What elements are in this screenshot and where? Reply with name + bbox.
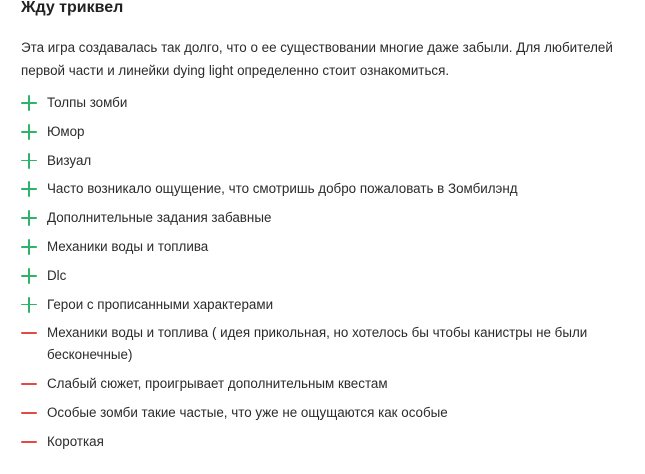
minus-icon	[21, 402, 47, 424]
pro-item	[21, 236, 631, 258]
pro-text: Толпы зомби	[47, 95, 128, 110]
con-item	[21, 402, 631, 424]
pro-text: Герои с прописанными характерами	[47, 296, 274, 312]
pro-text: Часто возникало ощущение, что смотришь добро пожаловать в Зомбилэнд	[47, 181, 518, 197]
pro-text: Дополнительные задания забавные	[47, 210, 272, 226]
minus-icon	[21, 322, 47, 344]
pro-text: Механики воды и топлива	[47, 238, 209, 254]
plus-icon	[21, 265, 47, 287]
con-text: Короткая	[47, 433, 104, 449]
plus-icon	[21, 178, 47, 200]
minus-icon	[21, 431, 47, 453]
con-text: Слабый сюжет, проигрывает дополнительным квестам	[47, 376, 388, 392]
con-item	[21, 322, 631, 366]
con-text: Особые зомби такие частые, что уже не ощущаются как особые	[47, 404, 448, 420]
review-body: Эта игра создавалась так долго, что о ее существовании многие даже забыли. Для любителей первой части и линейки dying light определенно стоит ознакомиться.	[21, 40, 613, 78]
pro-text: Dlc	[47, 267, 67, 283]
plus-icon	[21, 294, 47, 316]
plus-icon	[21, 236, 47, 258]
pro-item	[21, 207, 631, 229]
pro-text: Юмор	[47, 123, 85, 139]
plus-icon	[21, 121, 47, 143]
pro-item	[21, 294, 631, 316]
con-text: Механики воды и топлива ( идея прикольная, но хотелось бы чтобы канистры не были бесконечные)	[47, 325, 588, 363]
plus-icon	[21, 150, 47, 172]
minus-icon	[21, 373, 47, 395]
pro-item	[21, 121, 631, 143]
pro-item	[21, 92, 631, 114]
pro-item	[21, 265, 631, 287]
pro-item	[21, 150, 631, 172]
plus-icon	[21, 92, 47, 114]
pro-text: Визуал	[47, 152, 92, 168]
con-item	[21, 373, 631, 395]
con-item	[21, 431, 631, 453]
review-title: Жду триквел	[21, 0, 124, 16]
pros-cons-list	[21, 92, 631, 460]
plus-icon	[21, 207, 47, 229]
pro-item	[21, 178, 631, 200]
